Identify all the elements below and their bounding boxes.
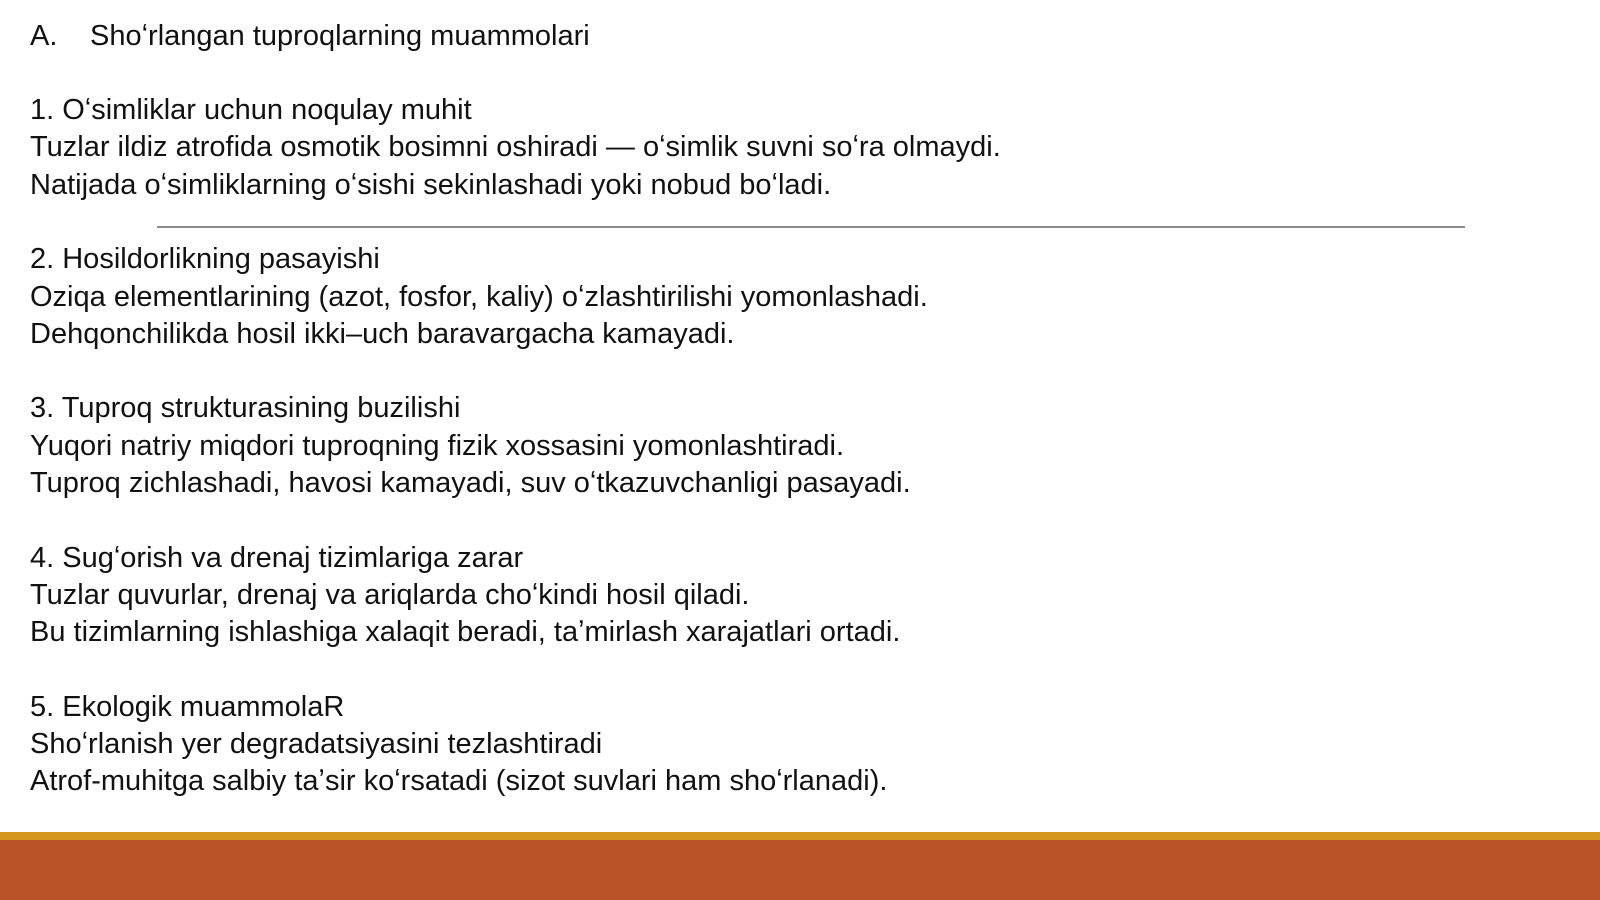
spacer: [30, 353, 1530, 390]
section-title: 4. Sugʻorish va drenaj tizimlariga zarar: [30, 541, 524, 574]
section-line: Oziqa elementlarining (azot, fosfor, kaliy) oʻzlashtirilishi yomonlashadi.: [30, 280, 928, 313]
section-line: Atrof-muhitga salbiy taʼsir koʻrsatadi (sizot suvlari ham shoʻrlanadi).: [30, 765, 888, 798]
section-line: Tuproq zichlashadi, havosi kamayadi, suv oʻtkazuvchanligi pasayadi.: [30, 467, 911, 500]
slide-content: [30, 18, 1530, 801]
section-soil-structure: [30, 390, 1530, 502]
section-line: Tuzlar quvurlar, drenaj va ariqlarda choʻkindi hosil qiladi.: [30, 578, 750, 611]
spacer: [30, 652, 1530, 689]
heading-letter: A.: [30, 20, 58, 52]
section-ecological-problems: [30, 689, 1530, 801]
slide-heading: [30, 18, 1530, 55]
section-title: 2. Hosildorlikning pasayishi: [30, 243, 380, 276]
section-line: Dehqonchilikda hosil ikki–uch baravargacha kamayadi.: [30, 317, 735, 350]
section-title: 1. Oʻsimliklar uchun noqulay muhit: [30, 94, 472, 126]
section-line: Natijada oʻsimliklarning oʻsishi sekinlashadi yoki nobud boʻladi.: [30, 168, 832, 201]
spacer: [30, 204, 1530, 241]
spacer: [30, 503, 1530, 540]
spacer: [30, 55, 1530, 92]
section-line: Yuqori natriy miqdori tuproqning fizik xossasini yomonlashtiradi.: [30, 429, 844, 462]
section-plant-environment: [30, 92, 1530, 204]
slide-title: Shoʻrlangan tuproqlarning muammolari: [90, 20, 590, 52]
footer-band: [0, 832, 1600, 900]
section-title: 5. Ekologik muammolaR: [30, 690, 345, 723]
divider-line: [157, 226, 1465, 228]
footer-bar: [0, 840, 1600, 900]
section-irrigation-damage: [30, 540, 1530, 652]
section-title: 3. Tuproq strukturasining buzilishi: [30, 392, 461, 425]
section-line: Tuzlar ildiz atrofida osmotik bosimni oshiradi — oʻsimlik suvni soʻra olmaydi.: [30, 131, 1001, 164]
section-yield-decline: [30, 241, 1530, 353]
section-line: Shoʻrlanish yer degradatsiyasini tezlashtiradi: [30, 728, 603, 761]
section-line: Bu tizimlarning ishlashiga xalaqit beradi, taʼmirlash xarajatlari ortadi.: [30, 616, 901, 649]
footer-accent-stripe: [0, 832, 1600, 840]
